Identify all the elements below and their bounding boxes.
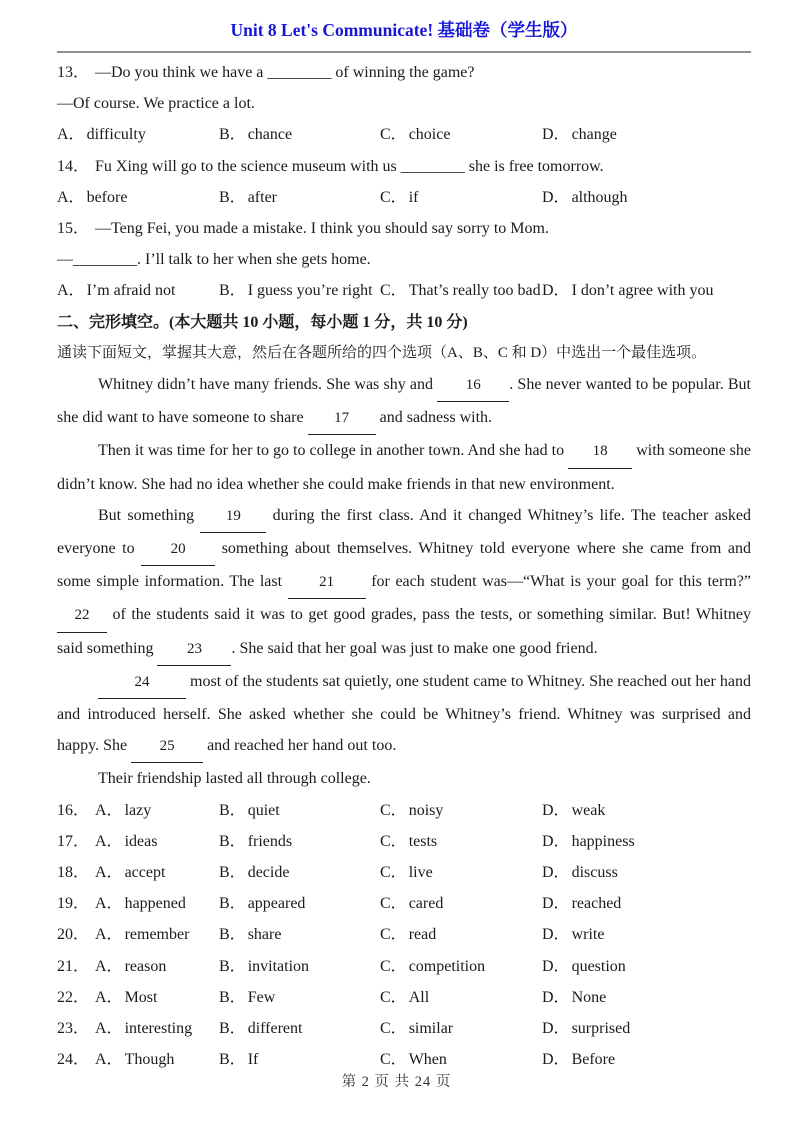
option-text: cared <box>408 895 444 913</box>
option-text: All <box>408 988 430 1006</box>
option-d <box>542 182 628 213</box>
question-14-options <box>57 182 751 213</box>
option-label: B． <box>219 832 246 850</box>
option-a <box>95 795 219 826</box>
option-a <box>95 857 219 888</box>
option-label: A． <box>95 801 123 819</box>
cloze-blank-18: 18 <box>568 436 632 468</box>
option-b <box>219 1013 380 1044</box>
cloze-blank-17: 17 <box>308 403 376 435</box>
option-b <box>219 826 380 857</box>
option-c <box>380 982 542 1013</box>
option-b <box>219 182 380 213</box>
option-a <box>95 1013 219 1044</box>
cloze-blank-19: 19 <box>200 501 266 533</box>
option-label: A． <box>95 1051 123 1069</box>
option-text: read <box>408 926 437 944</box>
option-a <box>95 982 219 1013</box>
option-d <box>542 119 617 150</box>
option-b <box>219 795 380 826</box>
option-label: A． <box>95 895 123 913</box>
option-d <box>542 1013 630 1044</box>
cloze-item-number: 23． <box>57 1020 90 1038</box>
page-footer <box>0 1070 793 1091</box>
option-d <box>542 826 635 857</box>
cloze-options-row <box>57 1013 751 1044</box>
option-text: different <box>247 1020 303 1038</box>
cloze-item-number: 24． <box>57 1051 90 1069</box>
option-c <box>380 275 542 306</box>
option-label: C． <box>380 864 407 882</box>
passage-paragraph: But something 19 during the first class. And it changed Whitney’s life. The teacher asked everyone to 20 something about themselves. Whitney told everyone where she came from and some simple information. The last 21 for each student was—“What is your goal for this term?” 22 of the students said it was to get good grades, pass the tests, or something similar. But! Whitney said something 23 . She said that her goal was just to make one good friend. <box>57 500 751 666</box>
option-c <box>380 1013 542 1044</box>
option-label: C． <box>380 1020 407 1038</box>
option-d <box>542 951 626 982</box>
option-label: D． <box>542 801 570 819</box>
option-text: friends <box>247 832 293 850</box>
option-label: D． <box>542 895 570 913</box>
option-label: D． <box>542 1051 570 1069</box>
option-label: B． <box>219 926 246 944</box>
option-text: if <box>408 188 419 206</box>
passage-paragraph: Then it was time for her to go to college in another town. And she had to 18 with someone she didn’t know. She had no idea whether she could make friends in that new environment. <box>57 435 751 499</box>
option-text: decide <box>247 864 290 882</box>
option-d <box>542 982 606 1013</box>
cloze-options-row <box>57 951 751 982</box>
passage-paragraph: Whitney didn’t have many friends. She was shy and 16 . She never wanted to be popular. But she did want to have someone to share 17 and sadness with. <box>57 369 751 435</box>
option-b <box>219 275 380 306</box>
option-d <box>542 857 618 888</box>
cloze-blank-23: 23 <box>157 634 231 666</box>
option-label: D． <box>542 188 570 206</box>
option-text: Most <box>124 988 158 1006</box>
option-label: D． <box>542 957 570 975</box>
option-text: accept <box>124 864 166 882</box>
option-label: D． <box>542 282 570 300</box>
option-label: A． <box>57 126 85 144</box>
option-text: I’m afraid not <box>86 282 176 300</box>
option-text: difficulty <box>86 126 146 144</box>
option-text: change <box>571 126 617 144</box>
question-14-stem <box>57 151 751 182</box>
option-text: remember <box>124 926 190 944</box>
option-text: Few <box>247 988 276 1006</box>
option-label: C． <box>380 188 407 206</box>
option-text: happened <box>124 895 186 913</box>
option-text: If <box>247 1051 259 1069</box>
cloze-blank-25: 25 <box>131 731 203 763</box>
cloze-instruction: 通读下面短文，掌握其大意，然后在各题所给的四个选项（A、B、C 和 D）中选出一个最佳选项。 <box>57 344 707 361</box>
option-text: weak <box>571 801 606 819</box>
option-b <box>219 951 380 982</box>
option-label: C． <box>380 926 407 944</box>
option-label: B． <box>219 895 246 913</box>
cloze-blank-22: 22 <box>57 600 107 632</box>
option-c <box>380 795 542 826</box>
question-stem-text: —Do you think we have a ________ of winning the game? <box>95 64 475 81</box>
option-label: B． <box>219 188 246 206</box>
option-label: C． <box>380 988 407 1006</box>
question-stem-text: Fu Xing will go to the science museum with us ________ she is free tomorrow. <box>95 157 604 175</box>
cloze-options-row <box>57 982 751 1013</box>
cloze-blank-16: 16 <box>437 370 509 402</box>
question-15-stem <box>57 213 751 244</box>
option-text: When <box>408 1051 447 1069</box>
option-c <box>380 857 542 888</box>
option-b <box>219 888 380 919</box>
option-text: That’s really too bad <box>408 282 541 300</box>
option-text: happiness <box>571 832 635 850</box>
cloze-item-number: 22． <box>57 988 90 1006</box>
option-label: B． <box>219 957 246 975</box>
option-a <box>57 275 219 306</box>
option-text: lazy <box>124 801 152 819</box>
option-label: C． <box>380 282 407 300</box>
option-label: D． <box>542 926 570 944</box>
question-13-options <box>57 119 751 150</box>
option-text: quiet <box>247 801 280 819</box>
page-number-label: 第 2 页 共 24 页 <box>341 1074 452 1090</box>
option-label: B． <box>219 1051 246 1069</box>
option-d <box>542 919 604 950</box>
cloze-options-row <box>57 857 751 888</box>
option-label: B． <box>219 864 246 882</box>
cloze-passage <box>57 369 751 795</box>
question-13-stem <box>57 57 751 88</box>
option-text: appeared <box>247 895 306 913</box>
option-label: C． <box>380 126 407 144</box>
page-title: Unit 8 Let's Communicate! 基础卷（学生版） <box>230 20 578 40</box>
option-label: D． <box>542 1020 570 1038</box>
cloze-blank-20: 20 <box>141 534 215 566</box>
question-number: 15． <box>57 220 90 238</box>
option-text: live <box>408 864 433 882</box>
option-text: interesting <box>124 1020 193 1038</box>
option-a <box>95 919 219 950</box>
question-stem-text: —Teng Fei, you made a mistake. I think you should say sorry to Mom. <box>95 220 549 238</box>
question-13-response: —Of course. We practice a lot. <box>57 95 255 113</box>
option-d <box>542 275 713 306</box>
option-label: D． <box>542 988 570 1006</box>
option-text: discuss <box>571 864 618 882</box>
option-text: although <box>571 188 628 206</box>
option-b <box>219 119 380 150</box>
option-b <box>219 857 380 888</box>
cloze-options-list <box>57 795 751 1076</box>
option-label: B． <box>219 988 246 1006</box>
option-text: similar <box>408 1020 454 1038</box>
cloze-item-number: 21． <box>57 957 90 975</box>
cloze-options-row <box>57 826 751 857</box>
option-label: A． <box>95 988 123 1006</box>
option-label: B． <box>219 1020 246 1038</box>
exam-body <box>57 57 751 1076</box>
option-label: A． <box>95 1020 123 1038</box>
option-c <box>380 182 542 213</box>
option-a <box>95 826 219 857</box>
passage-paragraph: Their friendship lasted all through college. <box>98 770 371 788</box>
option-d <box>542 888 621 919</box>
option-text: chance <box>247 126 293 144</box>
option-label: B． <box>219 126 246 144</box>
option-b <box>219 982 380 1013</box>
option-text: write <box>571 926 605 944</box>
question-number: 13． <box>57 64 90 81</box>
option-d <box>542 795 605 826</box>
option-label: A． <box>57 282 85 300</box>
option-b <box>219 919 380 950</box>
option-label: C． <box>380 801 407 819</box>
cloze-options-row <box>57 888 751 919</box>
option-label: C． <box>380 895 407 913</box>
option-text: None <box>571 988 607 1006</box>
option-text: before <box>86 188 128 206</box>
option-label: D． <box>542 864 570 882</box>
option-label: A． <box>95 864 123 882</box>
option-text: question <box>571 957 626 975</box>
option-text: ideas <box>124 832 158 850</box>
cloze-item-number: 19． <box>57 895 90 913</box>
option-text: competition <box>408 957 486 975</box>
cloze-item-number: 18． <box>57 864 90 882</box>
header-rule <box>57 51 751 53</box>
cloze-blank-24: 24 <box>98 667 186 699</box>
option-label: A． <box>95 957 123 975</box>
option-label: C． <box>380 832 407 850</box>
option-text: tests <box>408 832 438 850</box>
question-15-options <box>57 275 751 306</box>
cloze-item-number: 17． <box>57 832 90 850</box>
option-c <box>380 119 542 150</box>
cloze-options-row <box>57 919 751 950</box>
option-a <box>95 951 219 982</box>
option-text: surprised <box>571 1020 631 1038</box>
option-text: noisy <box>408 801 444 819</box>
option-text: Though <box>124 1051 175 1069</box>
option-text: choice <box>408 126 451 144</box>
option-label: D． <box>542 126 570 144</box>
option-text: invitation <box>247 957 310 975</box>
option-c <box>380 888 542 919</box>
cloze-item-number: 16． <box>57 801 90 819</box>
option-label: B． <box>219 801 246 819</box>
option-text: reason <box>124 957 167 975</box>
option-label: C． <box>380 1051 407 1069</box>
option-label: C． <box>380 957 407 975</box>
option-c <box>380 951 542 982</box>
option-a <box>57 119 219 150</box>
option-c <box>380 826 542 857</box>
option-label: A． <box>57 188 85 206</box>
option-text: share <box>247 926 282 944</box>
option-a <box>95 888 219 919</box>
option-text: reached <box>571 895 622 913</box>
option-text: I don’t agree with you <box>571 282 714 300</box>
option-label: B． <box>219 282 246 300</box>
question-number: 14． <box>57 157 90 175</box>
option-text: Before <box>571 1051 616 1069</box>
cloze-blank-21: 21 <box>288 567 366 599</box>
cloze-options-row <box>57 795 751 826</box>
option-text: I guess you’re right <box>247 282 373 300</box>
option-a <box>57 182 219 213</box>
section-heading: 二、完形填空。(本大题共 10 小题，每小题 1 分，共 10 分) <box>57 313 468 331</box>
option-label: D． <box>542 832 570 850</box>
option-label: A． <box>95 926 123 944</box>
passage-paragraph: 24 most of the students sat quietly, one student came to Whitney. She reached out her hand and introduced herself. She asked whether she could be Whitney’s friend. Whitney was surprised and happy. She 25 and reached her hand out too. <box>57 666 751 764</box>
option-text: after <box>247 188 277 206</box>
cloze-item-number: 20． <box>57 926 90 944</box>
question-15-response: —________. I’ll talk to her when she gets home. <box>57 251 371 269</box>
option-c <box>380 919 542 950</box>
option-label: A． <box>95 832 123 850</box>
